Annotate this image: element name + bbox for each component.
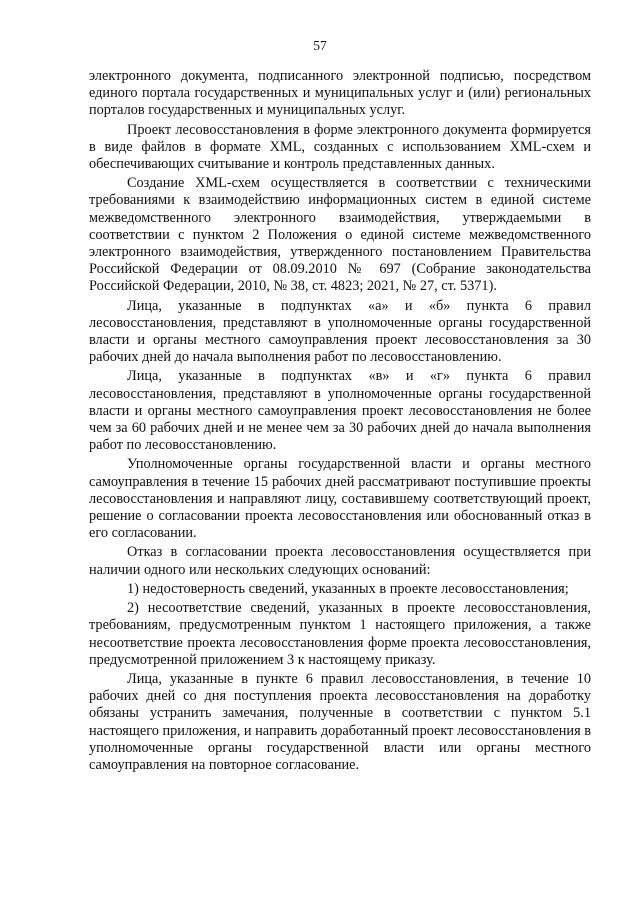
- paragraph-xml-schemas: Создание XML-схем осуществляется в соответствии с техническими требованиями к взаимодействию информационных систем в единой системе межведомственного электронного взаимодействия, утверждаемыми в соответствии с пунктом 2 Положения о единой системе межведомственного электронного взаимодействия, утвержденного постановлением Правительства Российской Федерации от 08.09.2010 № 697 (Собрание законодательства Российской Федерации, 2010, № 38, ст. 4823; 2021, № 27, ст. 5371).: [89, 175, 591, 295]
- paragraph-revision-10-days: Лица, указанные в пункте 6 правил лесовосстановления, в течение 10 рабочих дней со дня поступления проекта лесовосстановления на доработку обязаны устранить замечания, полученные в соответствии с пунктом 5.1 настоящего приложения, и направить доработанный проект лесовосстановления в уполномоченные органы государственной власти или органы местного самоуправления на повторное согласование.: [89, 670, 591, 773]
- paragraph-ground-1: 1) недостоверность сведений, указанных в проекте лесовосстановления;: [127, 580, 569, 597]
- paragraph-continuation: электронного документа, подписанного электронной подписью, посредством единого портала государственных и муниципальных услуг и (или) региональных порталов государственных и муниципальных услуг.: [89, 68, 591, 119]
- paragraph-submission-30-days: Лица, указанные в подпунктах «а» и «б» пункта 6 правил лесовосстановления, представляют в уполномоченные органы государственной власти и органы местного самоуправления проект лесовосстановления за 30 рабочих дней до начала выполнения работ по лесовосстановлению.: [89, 297, 591, 366]
- paragraph-submission-60-days: Лица, указанные в подпунктах «в» и «г» пункта 6 правил лесовосстановления, представляют в уполномоченные органы государственной власти и органы местного самоуправления проект лесовосстановления не более чем за 60 рабочих дней и не менее чем за 30 рабочих дней до начала выполнения работ по лесовосстановлению.: [89, 368, 591, 454]
- paragraph-ground-2: 2) несоответствие сведений, указанных в проекте лесовосстановления, требованиям, предусмотренным пунктом 1 настоящего приложения, а также несоответствие проекта лесовосстановления форме проекта лесовосстановления, предусмотренной приложением 3 к настоящему приказу.: [89, 600, 591, 668]
- paragraph-refusal-grounds: Отказ в согласовании проекта лесовосстановления осуществляется при наличии одного или нескольких следующих оснований:: [89, 544, 591, 578]
- document-body: [89, 68, 591, 774]
- paragraph-electronic-form: Проект лесовосстановления в форме электронного документа формируется в виде файлов в формате XML, созданных с использованием XML-схем и обеспечивающих считывание и контроль представленных данных.: [89, 121, 591, 173]
- paragraph-review-15-days: Уполномоченные органы государственной власти и органы местного самоуправления в течение 15 рабочих дней рассматривают поступившие проекты лесовосстановления и направляют лицу, составившему соответствующий проект, решение о согласовании проекта лесовосстановления или обоснованный отказ в его согласовании.: [89, 456, 591, 542]
- page-number: 57: [313, 38, 327, 53]
